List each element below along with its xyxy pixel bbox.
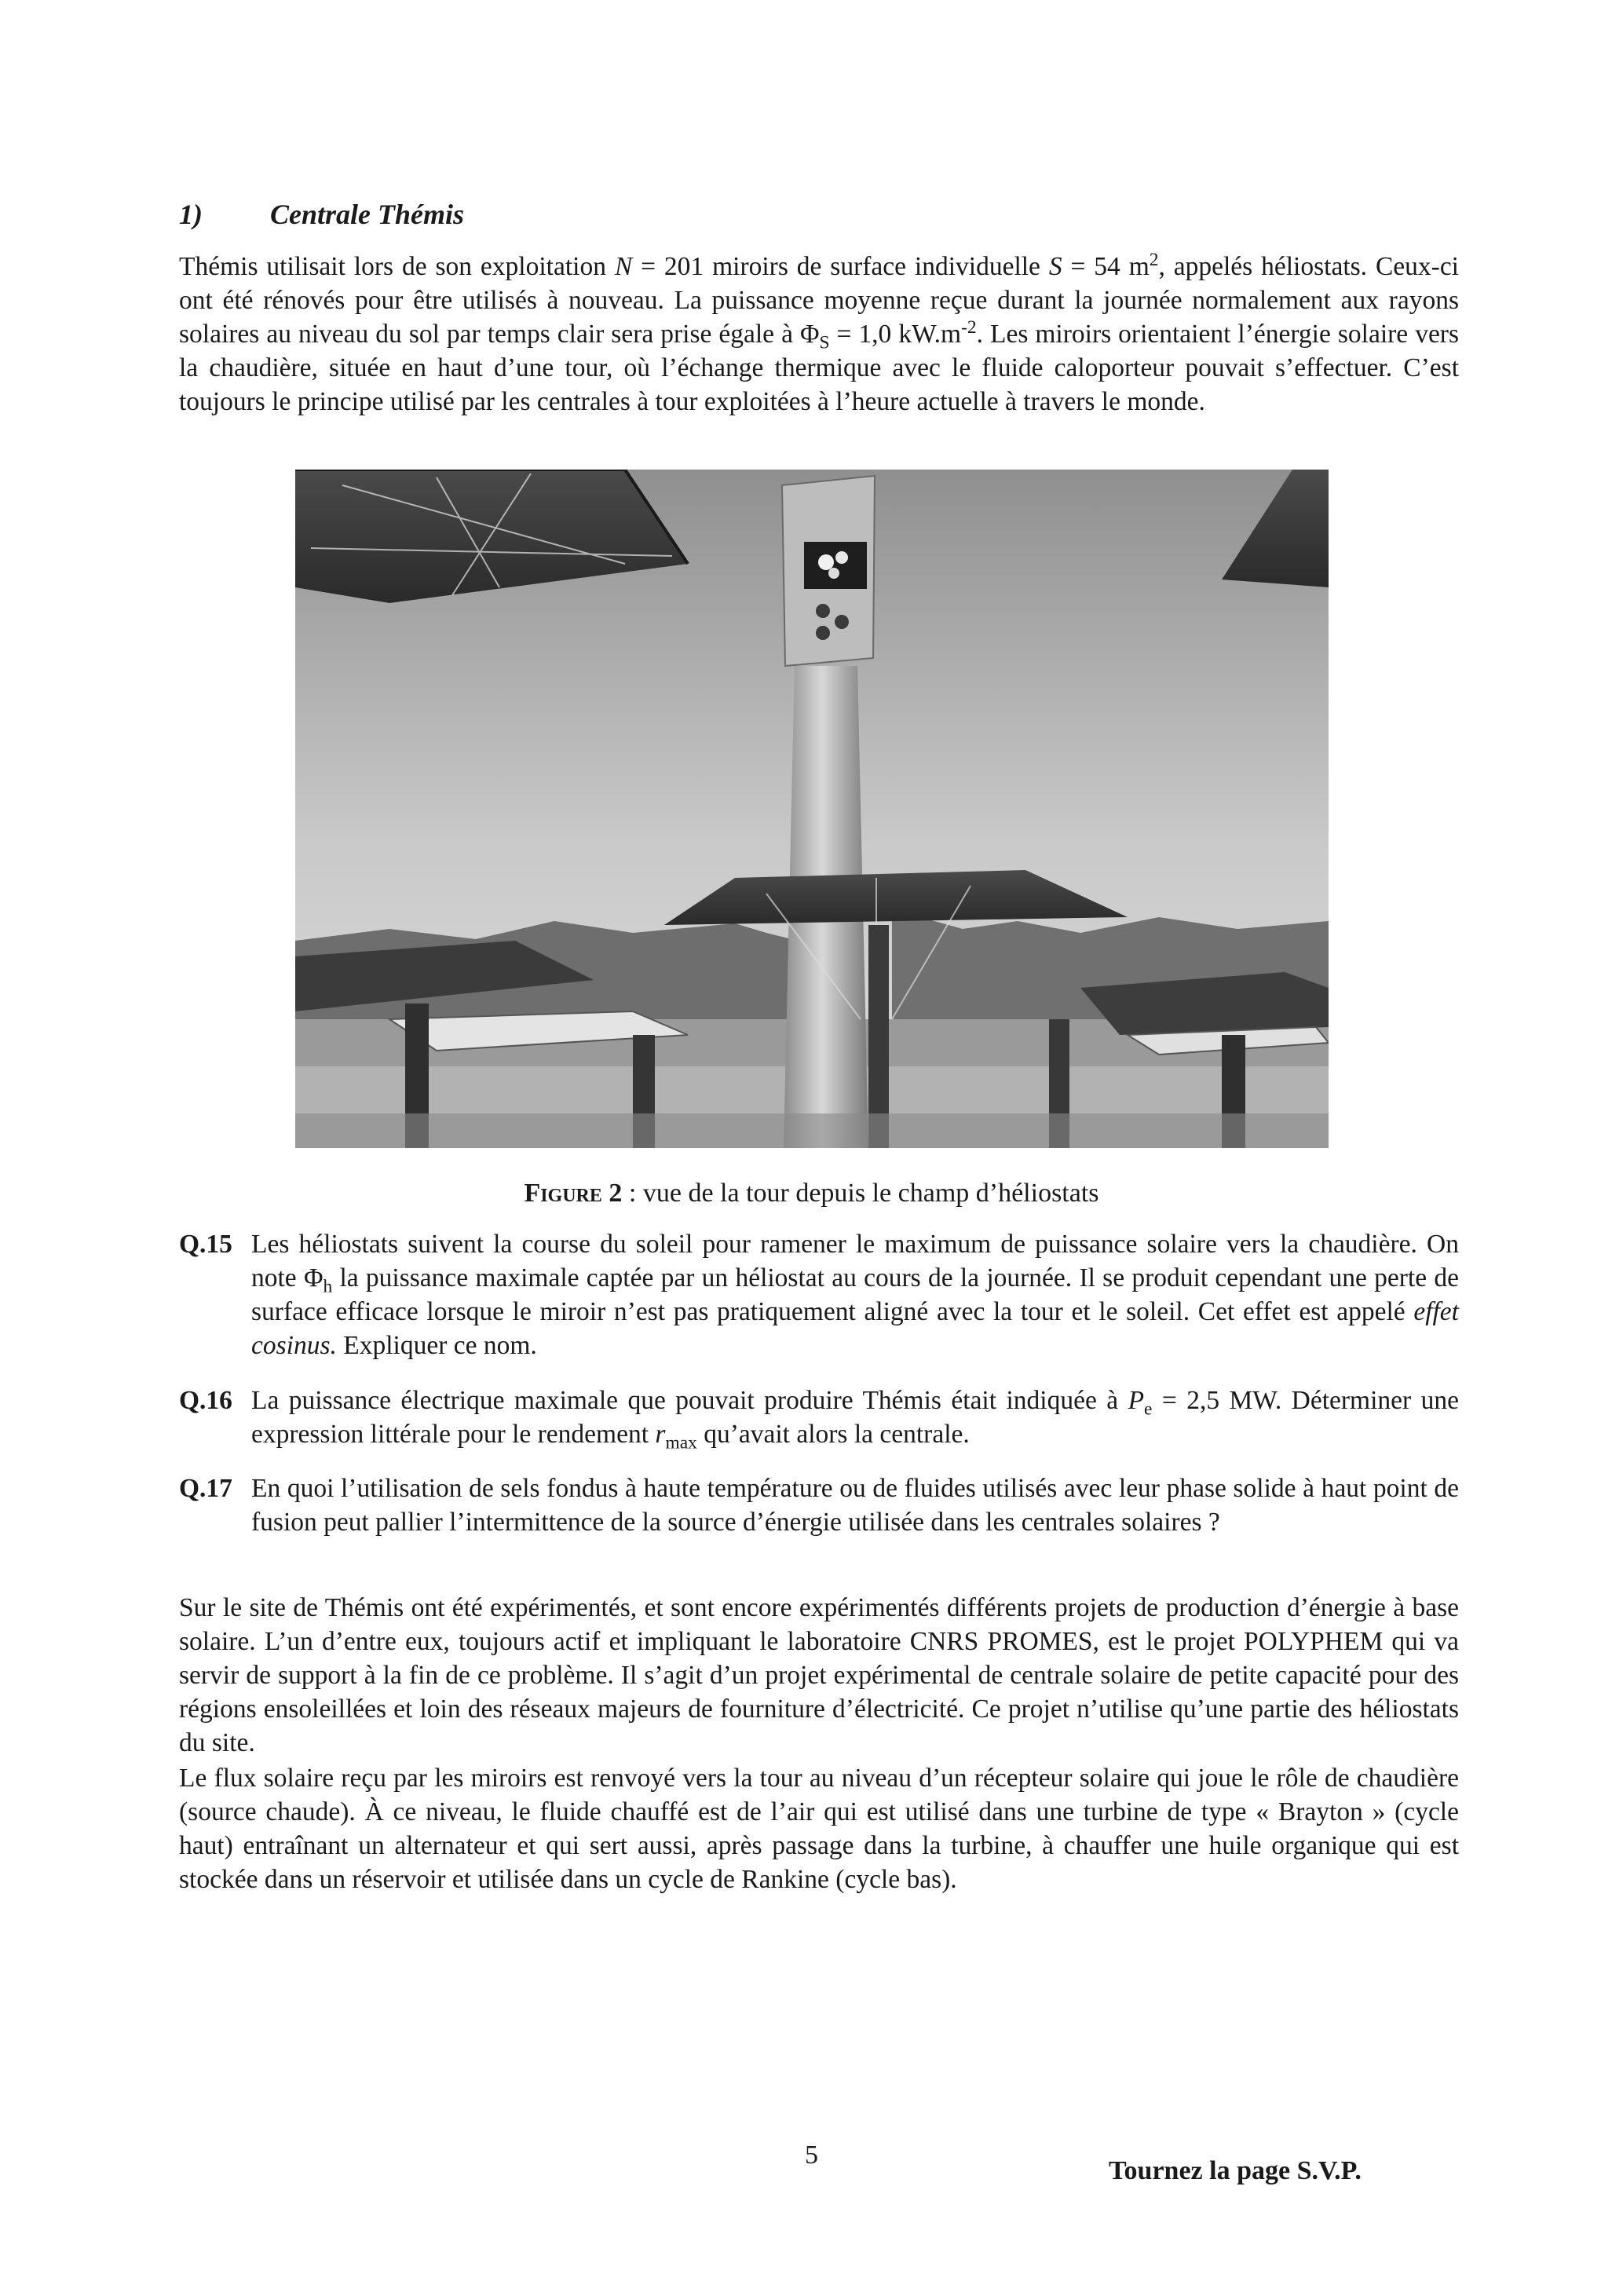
page-number: 5 xyxy=(805,2141,818,2170)
q15-text-1: Les héliostats suivent la course du soleil pour ramener le maximum de puissance solaire vers la chaudière. On note Φ xyxy=(251,1230,1459,1292)
figure-label: Figure 2 xyxy=(524,1179,623,1208)
intro-text-6: . Les miroirs orientaient l’énergie solaire vers la chaudière, située en haut d’une tour, où l’échange thermique avec le fluide caloporteur pouvait s’effectuer. C’est toujours le principe utilisé par les centrales à tour exploitées à l’heure actuelle à travers le monde. xyxy=(179,320,1460,416)
exponent-2: 2 xyxy=(1149,249,1159,270)
emphasis-effet-cosinus: effet cosinus. xyxy=(251,1297,1459,1360)
intro-text-3: = 54 m xyxy=(1062,252,1150,281)
question-number: Q.16 xyxy=(179,1386,232,1415)
q16-text-2: = 2,5 MW. Déterminer une expression littérale pour le rendement xyxy=(251,1386,1459,1449)
section-number: 1) xyxy=(179,199,203,230)
var-p: P xyxy=(1128,1386,1145,1415)
section-title: Centrale Thémis xyxy=(270,199,465,230)
intro-paragraph xyxy=(179,250,1459,419)
question-15 xyxy=(179,1227,1459,1362)
question-text xyxy=(251,1384,1459,1451)
intro-text-5: = 1,0 kW.m xyxy=(829,320,962,349)
figure-caption xyxy=(0,1176,1623,1210)
subscript-s: S xyxy=(819,332,830,353)
turn-page-note: Tournez la page S.V.P. xyxy=(1109,2156,1362,2185)
question-17 xyxy=(179,1472,1459,1539)
intro-text-4: , appelés héliostats. Ceux-ci ont été rénovés pour être utilisés à nouveau. La puissance moyenne reçue durant la journée normalement aux rayons solaires au niveau du sol par temps clair sera prise égale à Φ xyxy=(179,252,1459,349)
section-heading xyxy=(179,198,464,231)
subscript-max: max xyxy=(665,1432,697,1453)
var-n: N xyxy=(614,252,633,281)
q15-text-2: la puissance maximale captée par un héliostat au cours de la journée. Il se produit cependant une perte de surface efficace lorsque le miroir n’est pas pratiquement aligné avec la tour et le soleil. Cet effet est appelé xyxy=(251,1263,1459,1326)
paragraph-brayton: Le flux solaire reçu par les miroirs est renvoyé vers la tour au niveau d’un récepteur solaire qui joue le rôle de chaudière (source chaude). À ce niveau, le fluide chauffé est de l’air qui est utilisé dans une turbine de type « Brayton » (cycle haut) entraînant un alternateur et qui sert aussi, après passage dans la turbine, à chauffer une huile organique qui est stockée dans un réservoir et utilisée dans un cycle de Rankine (cycle bas). xyxy=(179,1764,1459,1894)
subscript-h: h xyxy=(323,1276,333,1297)
exponent-neg2: -2 xyxy=(961,316,977,338)
question-text xyxy=(251,1227,1459,1362)
q15-text-3: Expliquer ce nom. xyxy=(336,1331,537,1360)
tower-heliostat-photo xyxy=(295,470,1329,1148)
question-16 xyxy=(179,1384,1459,1451)
var-s: S xyxy=(1048,252,1062,281)
subscript-e: e xyxy=(1144,1398,1153,1420)
question-number: Q.15 xyxy=(179,1230,232,1259)
paragraph-polyphem: Sur le site de Thémis ont été expérimentés, et sont encore expérimentés différents projets de production d’énergie à base solaire. L’un d’entre eux, toujours actif et impliquant le laboratoire CNRS PROMES, est le projet POLYPHEM qui va servir de support à la fin de ce problème. Il s’agit d’un projet expérimental de centrale solaire de petite capacité pour des régions ensoleillées et loin des réseaux majeurs de fourniture d’électricité. Ce projet n’utilise qu’une partie des héliostats du site. xyxy=(179,1593,1459,1757)
intro-text-2: = 201 miroirs de surface individuelle xyxy=(632,252,1049,281)
question-text: En quoi l’utilisation de sels fondus à haute température ou de fluides utilisés avec leur phase solide à haut point de fusion peut pallier l’intermittence de la source d’énergie utilisée dans les centrales solaires ? xyxy=(251,1474,1459,1537)
figure-2-photo xyxy=(295,470,1329,1148)
figure-caption-text: : vue de la tour depuis le champ d’héliostats xyxy=(622,1179,1099,1208)
var-r: r xyxy=(655,1420,666,1449)
q16-text-3: qu’avait alors la centrale. xyxy=(696,1420,970,1449)
question-number: Q.17 xyxy=(179,1474,232,1503)
q16-text-1: La puissance électrique maximale que pouvait produire Thémis était indiquée à xyxy=(251,1386,1128,1415)
intro-text-1: Thémis utilisait lors de son exploitation xyxy=(179,252,615,281)
